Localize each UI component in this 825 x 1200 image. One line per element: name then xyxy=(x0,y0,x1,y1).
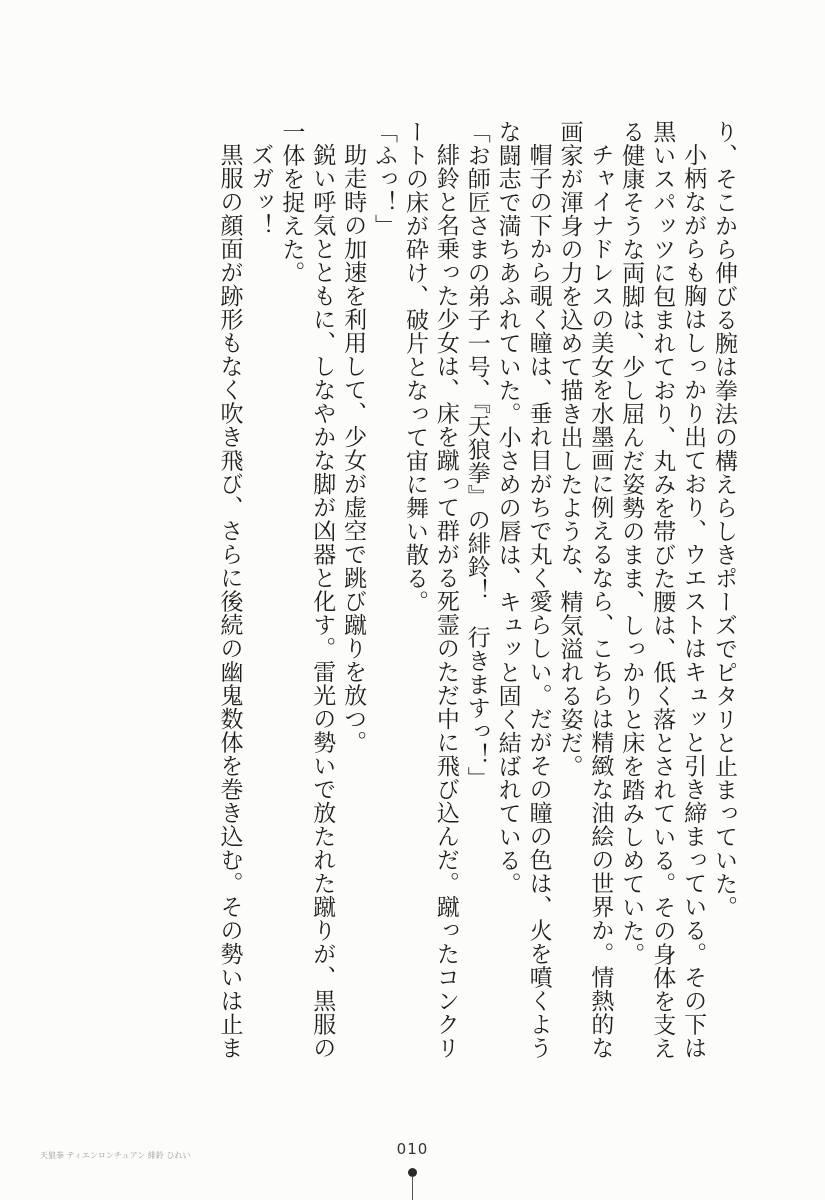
text-line: 一体を捉えた。 xyxy=(278,120,305,285)
dialogue-line: 「ふっ！」 xyxy=(371,120,398,238)
text-line: 帽子の下から覗く瞳は、垂れ目がちで丸く愛らしい。だがその瞳の色は、火を噴くよう xyxy=(525,143,552,1060)
furigana-base: 天狼拳 xyxy=(40,1151,64,1160)
text-line: ートの床が砕け、破片となって宙に舞い散る。 xyxy=(401,120,428,614)
text-line: 鋭い呼気とともに、しなやかな脚が凶器と化す。雷光の勢いで放たれた蹴りが、黒服の xyxy=(309,143,336,1060)
body-text xyxy=(79,120,739,1130)
text-line: な闘志で満ちあふれていた。小さめの唇は、キュッと固く結ばれている。 xyxy=(494,120,521,896)
dialogue-line: 「お師匠さまの弟子一号、『天狼拳』の緋鈴！ 行きますっ！」 xyxy=(463,120,490,790)
furigana-reading: ティエンロンチュアン xyxy=(66,1151,146,1160)
text-line: 画家が渾身の力を込めて描き出したような、精気溢れる姿だ。 xyxy=(556,120,583,778)
text-line: 緋鈴と名乗った少女は、床を蹴って群がる死霊のただ中に飛び込んだ。蹴ったコンクリ xyxy=(432,143,459,1060)
page-number: 010 xyxy=(396,1140,429,1158)
text-line: る健康そうな両脚は、少し屈んだ姿勢のまま、しっかりと床を踏みしめていた。 xyxy=(618,120,645,966)
text-line: 黒いスパッツに包まれており、丸みを帯びた腰は、低く落とされている。その身体を支え xyxy=(649,120,676,1060)
page-marker-line xyxy=(412,1176,413,1200)
furigana-base: 緋鈴 xyxy=(147,1151,164,1160)
text-line: チャイナドレスの美女を水墨画に例えるなら、こちらは精緻な油絵の世界か。情熱的な xyxy=(587,143,614,1060)
text-line: り、そこから伸びる腕は拳法の構えらしきポーズでピタリと止まっていた。 xyxy=(711,120,737,919)
text-line: 黒服の顔面が跡形もなく吹き飛び、さらに後続の幽鬼数体を巻き込む。その勢いは止ま xyxy=(216,143,243,1060)
text-line: 小柄ながらも胸はしっかり出ており、ウエストはキュッと引き締まっている。その下は xyxy=(680,143,707,1060)
sound-effect-line: ズガッ！ xyxy=(247,143,274,237)
furigana-reading: ひれい xyxy=(166,1151,191,1160)
text-line: 助走時の加速を利用して、少女が虚空で跳び蹴りを放つ。 xyxy=(340,143,367,754)
